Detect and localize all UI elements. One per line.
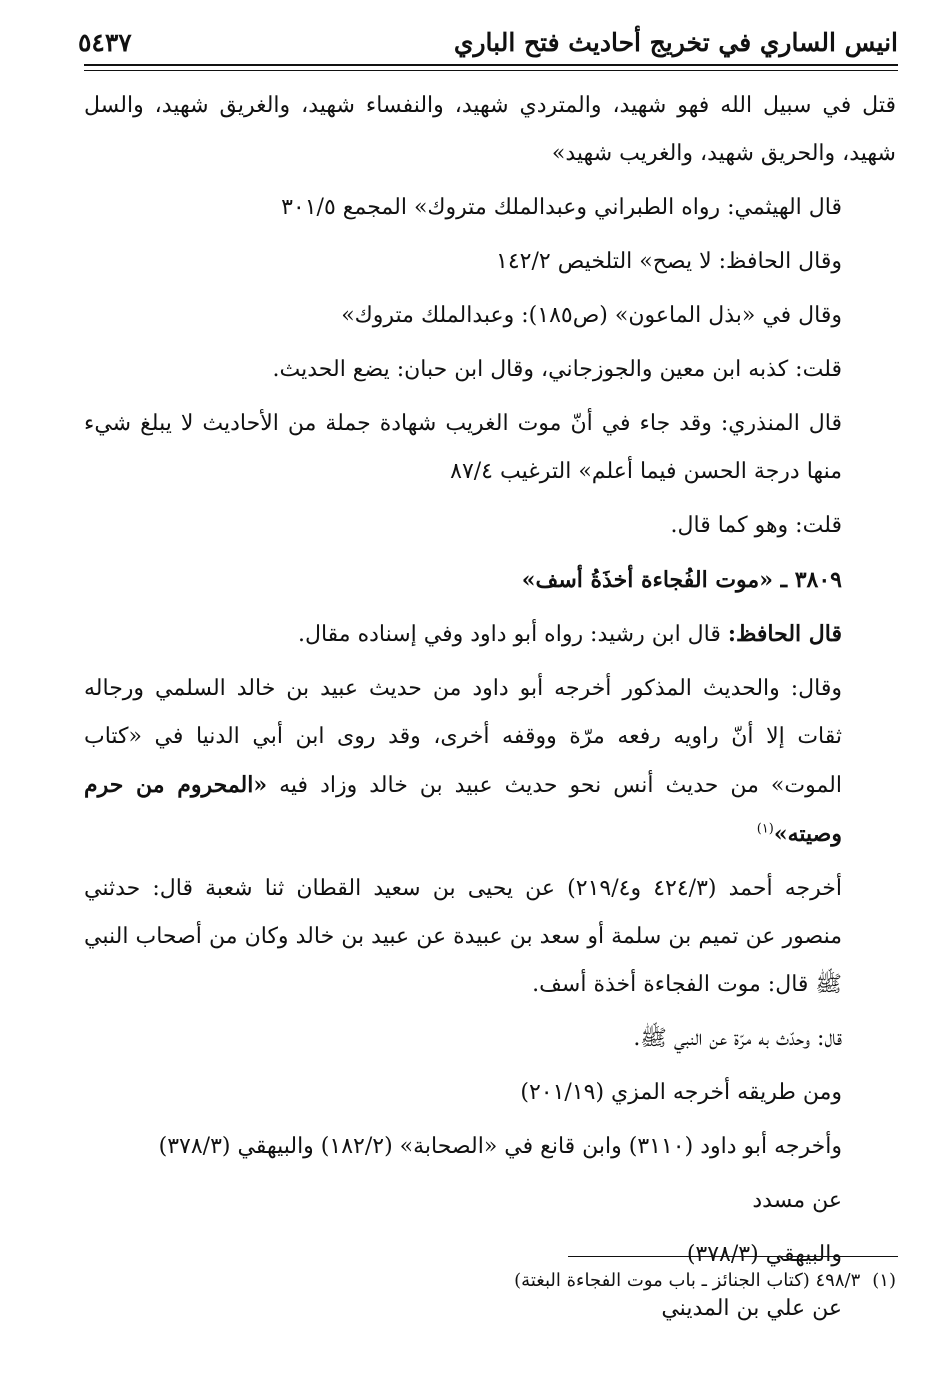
paragraph (84, 665, 896, 859)
paragraph: عن علي بن المديني (661, 1296, 842, 1321)
paragraph: وأخرجه أبو داود (٣١١٠) وابن قانع في «الصحابة» (١٨٢/٢) والبيهقي (٣٧٨/٣) (158, 1134, 842, 1159)
paragraph: وقال في «بذل الماعون» (ص١٨٥): وعبدالملك متروك» (341, 303, 842, 328)
paragraph (84, 610, 896, 659)
footnote-number: (١) (872, 1270, 896, 1291)
main-text (84, 82, 896, 1339)
footnote-ref[interactable]: (١) (756, 821, 774, 837)
paragraph: وقال الحافظ: لا يصح» التلخيص ١٤٢/٢ (496, 249, 842, 274)
paragraph-label: قال الحافظ: (727, 621, 842, 647)
paragraph: قلت: كذبه ابن معين والجوزجاني، وقال ابن حبان: يضع الحديث. (272, 357, 842, 382)
paragraph: ومن طريقه أخرجه المزي (٢٠١/١٩) (520, 1080, 842, 1105)
hadith-heading: ٣٨٠٩ ـ «موت الفُجاءة أخذَةُ أسف» (521, 567, 842, 593)
page-number: ٥٤٣٧ (78, 28, 132, 57)
paragraph: أخرجه أحمد (٤٢٤/٣ و٢١٩/٤) عن يحيى بن سعيد القطان ثنا شعبة قال: حدثني منصور عن تميم بن سلمة أو سعد بن عبيدة عن عبيد بن خالد وكان من أصحاب النبي ﷺ قال: موت الفجاءة أخذة أسف. (84, 876, 842, 997)
paragraph: قال الهيثمي: رواه الطبراني وعبدالملك متروك» المجمع ٣٠١/٥ (281, 195, 842, 220)
page-header (78, 22, 898, 66)
paragraph: عن مسدد (752, 1188, 842, 1213)
footnote-rule (568, 1256, 898, 1257)
paragraph: قال المنذري: وقد جاء في أنّ موت الغريب شهادة جملة من الأحاديث لا يبلغ شيء منها درجة الحسن فيما أعلم» الترغيب ٨٧/٤ (84, 411, 842, 484)
footnote-text: ٤٩٨/٣ (كتاب الجنائز ـ باب موت الفجاءة البغتة) (514, 1270, 861, 1291)
header-rule-thin (84, 70, 898, 71)
bold-quote: «المحروم من حرم وصيته» (84, 772, 842, 847)
paragraph: قتل في سبيل الله فهو شهيد، والمتردي شهيد، والنفساء شهيد، والغريق شهيد، والسل شهيد، والحريق شهيد، والغريب شهيد» (84, 93, 896, 166)
paragraph: قال: وحدّث به مرّة عن النبي ﷺ. (633, 1026, 842, 1051)
paragraph: قلت: وهو كما قال. (670, 513, 842, 538)
footnote (84, 1266, 896, 1296)
paragraph-text: وقال: والحديث المذكور أخرجه أبو داود من حديث عبيد بن خالد السلمي ورجاله ثقات إلا أنّ راويه رفعه مرّة ووقفه أخرى، وقد روى ابن أبي الدنيا في «كتاب الموت» من حديث أنس نحو حديث عبيد بن خالد وزاد فيه (84, 676, 842, 798)
paragraph-text: قال ابن رشيد: رواه أبو داود وفي إسناده مقال. (298, 622, 728, 647)
book-title: انيس الساري في تخريج أحاديث فتح الباري (453, 28, 898, 57)
header-rule-thick (84, 64, 898, 66)
paragraph: والبيهقي (٣٧٨/٣) (686, 1242, 842, 1267)
